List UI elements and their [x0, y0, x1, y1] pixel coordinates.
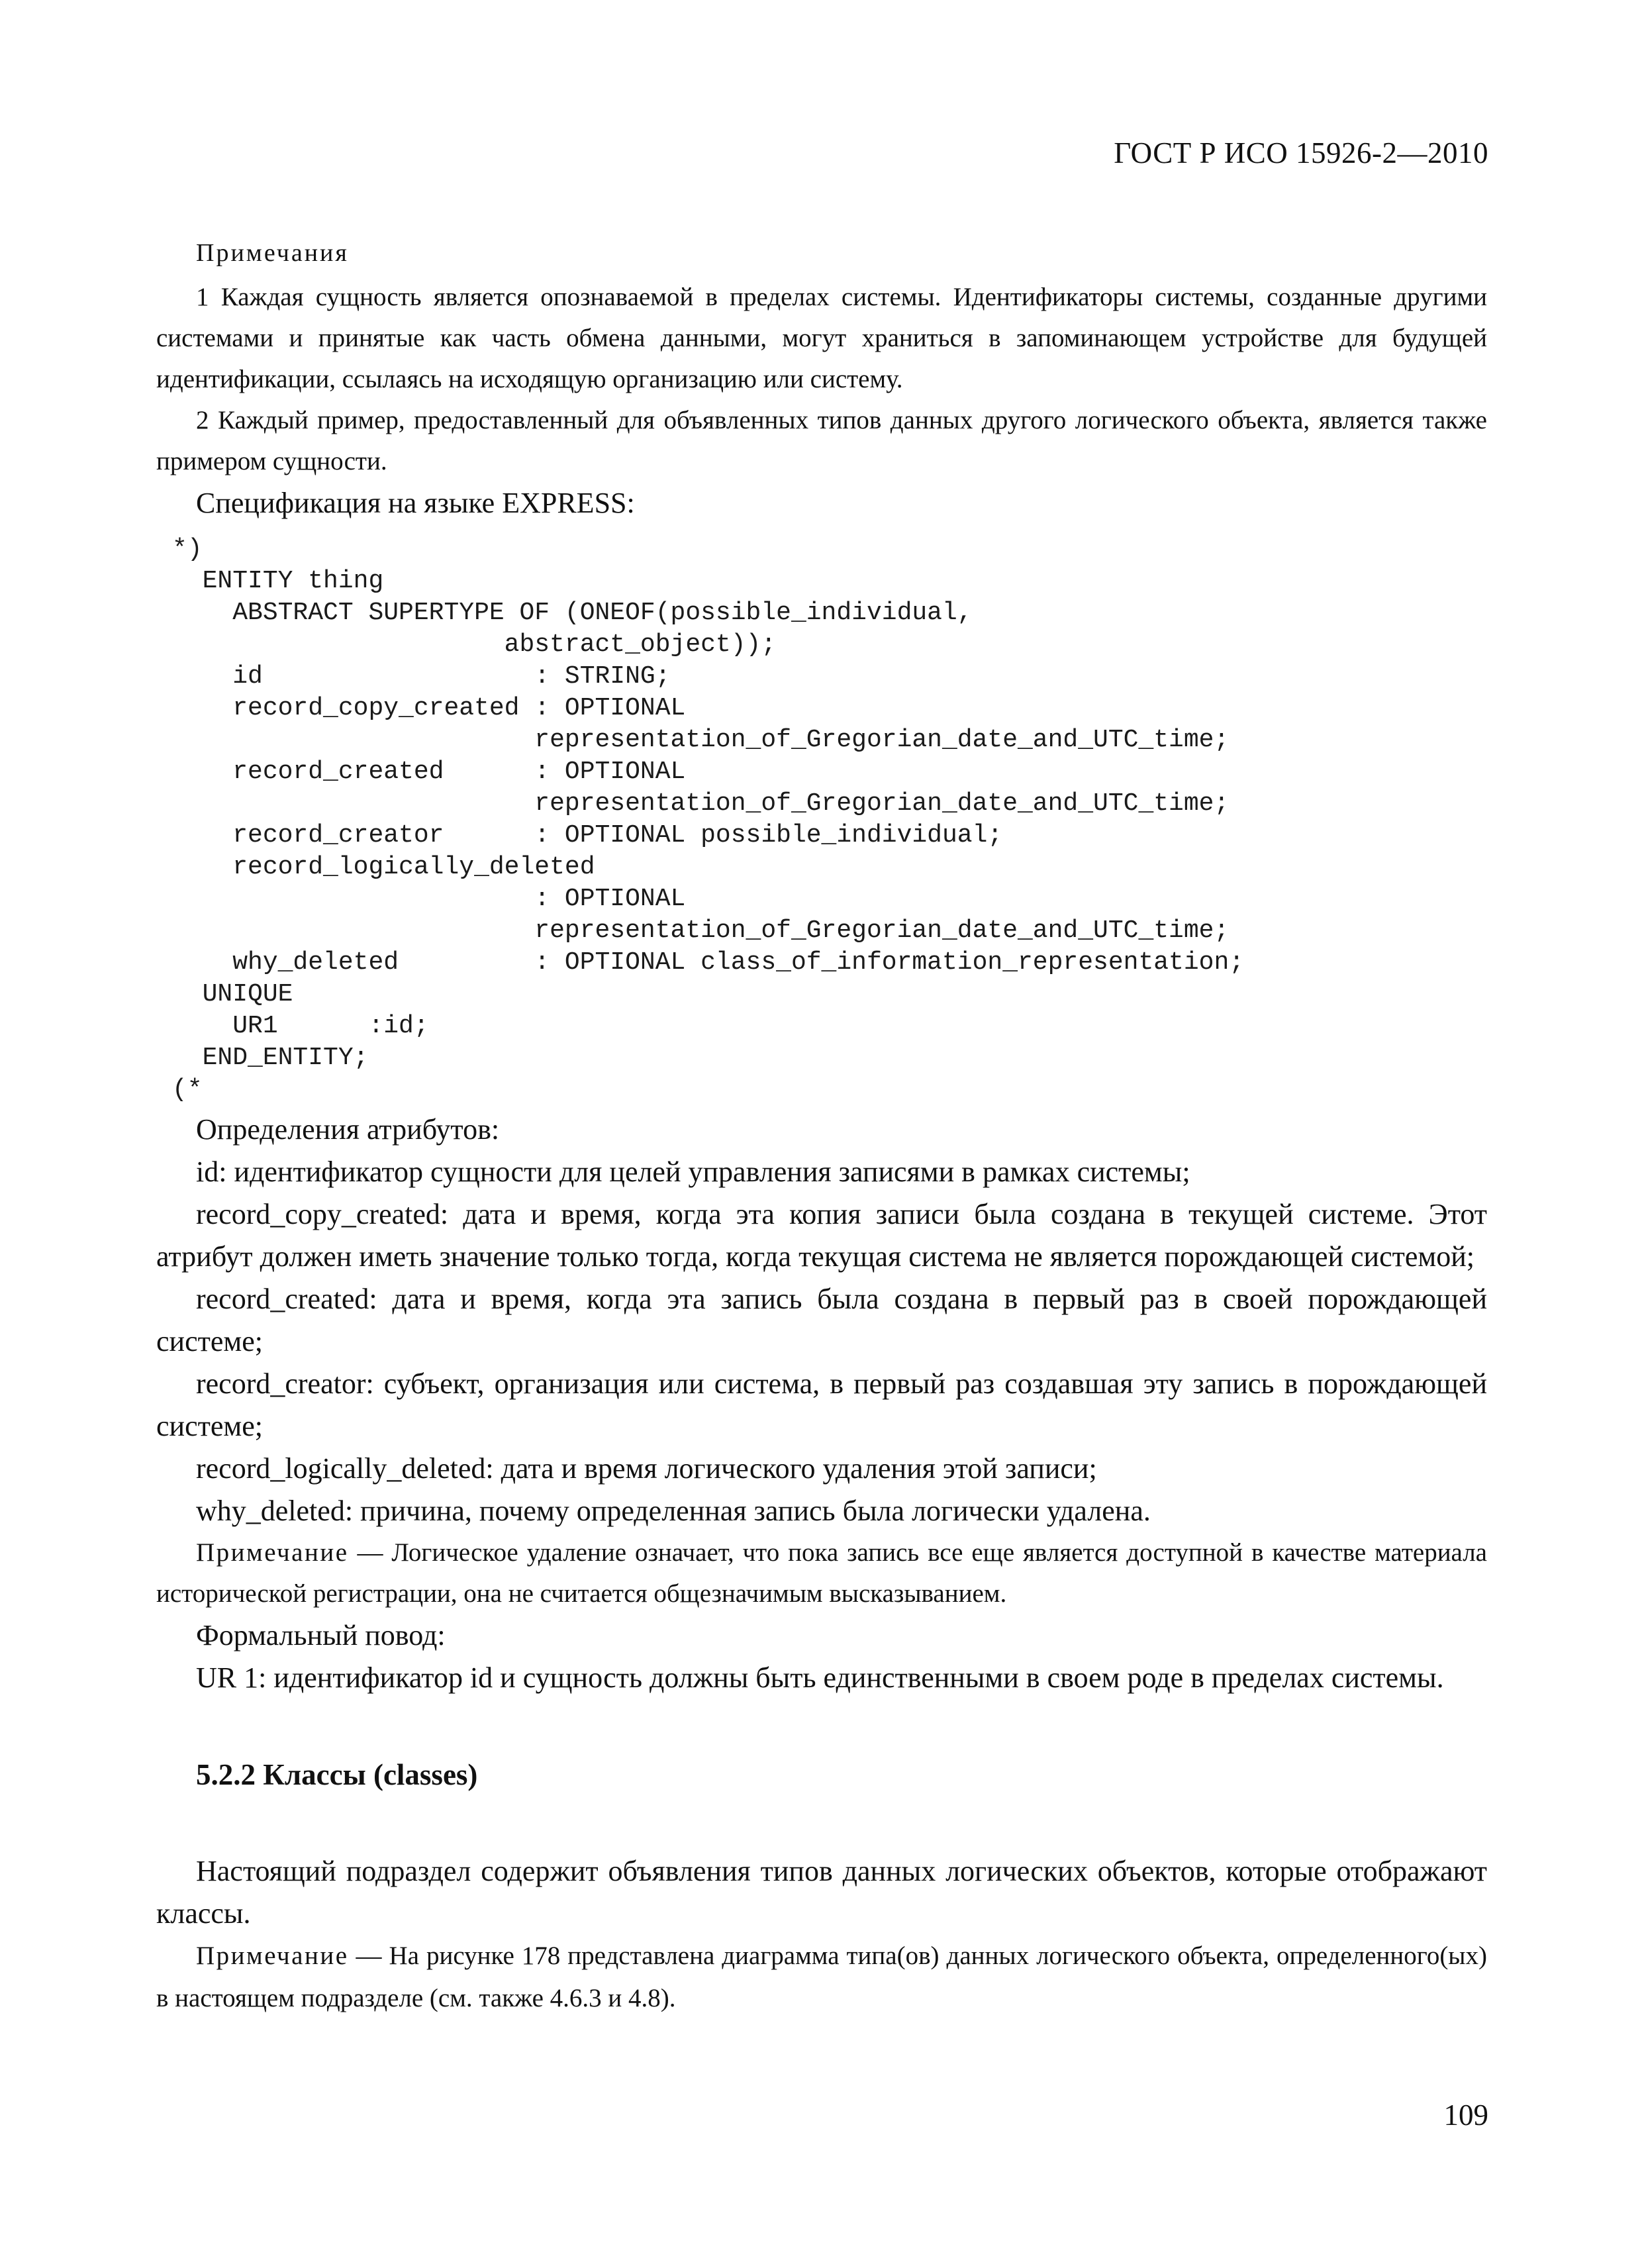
page-number: 109 — [1443, 2098, 1488, 2132]
section-note-label: Примечание — [196, 1942, 349, 1970]
section-intro: Настоящий подраздел содержит объявления типов данных логических объектов, которые отображают классы. — [156, 1855, 1487, 1930]
section-note-text: — На рисунке 178 представлена диаграмма типа(ов) данных логического объекта, определенного(ых) в настоящем подразделе (см. также 4.6.3 и 4.8). — [156, 1942, 1487, 2012]
attribute-record-copy-created: record_copy_created: дата и время, когда эта копия записи была создана в текущей системе. Этот атрибут должен иметь значение только тогда, когда текущая система не является порождающей системой; — [156, 1198, 1487, 1273]
attribute-why-deleted: why_deleted: причина, почему определенная запись была логически удалена. — [196, 1495, 1151, 1527]
attributes-note-text: — Логическое удаление означает, что пока запись все еще является доступной в качестве материала исторической регистрации, она не считается общезначимым высказыванием. — [156, 1538, 1487, 1608]
formal-heading: Формальный повод: — [196, 1619, 446, 1652]
attributes-note-label: Примечание — [196, 1538, 349, 1567]
attribute-record-created: record_created: дата и время, когда эта запись была создана в первый раз в своей порождающей системе; — [156, 1283, 1487, 1357]
express-code-block: *) ENTITY thing ABSTRACT SUPERTYPE OF (ONEOF(possible_individual, abstract_object)); id : STRING; record_copy_created : OPTIONAL representation_of_Gregorian_date_and_UTC_time; record_created : OPTIONAL representation_of_Gregorian_date_and_UTC_time; record_creator : OPTIONAL possible_individual; record_logically_deleted : OPTIONAL representation_of_Gregorian_date_and_UTC_time; why_deleted : OPTIONAL class_of_information_representation; UNIQUE UR1 :id; END_ENTITY; (* — [172, 535, 1245, 1104]
page-content — [156, 238, 1487, 2020]
attribute-record-logically-deleted: record_logically_deleted: дата и время логического удаления этой записи; — [196, 1452, 1097, 1485]
notes-heading: Примечания — [196, 239, 349, 267]
document-header: ГОСТ Р ИСО 15926-2—2010 — [1114, 136, 1488, 170]
attributes-heading: Определения атрибутов: — [196, 1113, 500, 1146]
section-note — [156, 1935, 1487, 2020]
note-1: 1 Каждая сущность является опознаваемой в пределах системы. Идентификаторы системы, созданные другими системами и принятые как часть обмена данными, могут храниться в запоминающем устройстве для будущей идентификации, ссылаясь на исходящую организацию или систему. — [156, 283, 1487, 393]
formal-rule: UR 1: идентификатор id и сущность должны быть единственными в своем роде в пределах системы. — [196, 1661, 1444, 1694]
section-title: 5.2.2 Классы (classes) — [196, 1758, 478, 1791]
attribute-id: id: идентификатор сущности для целей управления записями в рамках системы; — [196, 1156, 1190, 1188]
note-2: 2 Каждый пример, предоставленный для объявленных типов данных другого логического объекта, является также примером сущности. — [156, 406, 1487, 475]
attribute-record-creator: record_creator: субъект, организация или система, в первый раз создавшая эту запись в порождающей системе; — [156, 1367, 1487, 1442]
express-heading: Спецификация на языке EXPRESS: — [196, 487, 635, 519]
attributes-note — [156, 1532, 1487, 1614]
